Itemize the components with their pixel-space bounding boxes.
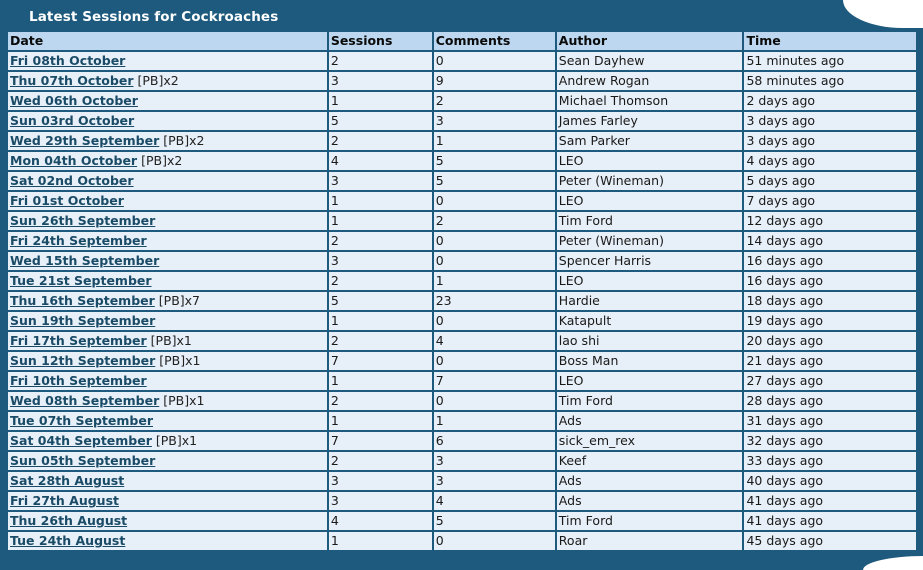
- date-cell: [8, 192, 327, 210]
- sessions-cell: 2: [329, 392, 432, 410]
- date-cell: [8, 292, 327, 310]
- author-cell: Spencer Harris: [557, 252, 743, 270]
- session-date-link[interactable]: Tue 24th August: [10, 533, 126, 548]
- author-cell: Tim Ford: [557, 212, 743, 230]
- session-date-link[interactable]: Mon 04th October: [10, 153, 138, 168]
- date-cell: [8, 532, 327, 550]
- sessions-cell: 2: [329, 272, 432, 290]
- pb-badge: [PB]x1: [163, 393, 205, 408]
- sessions-cell: 5: [329, 292, 432, 310]
- table-row: [8, 92, 916, 110]
- panel-bottom-edge: [0, 552, 923, 570]
- table-row: [8, 132, 916, 150]
- table-row: [8, 232, 916, 250]
- table-row: [8, 352, 916, 370]
- author-cell: lao shi: [557, 332, 743, 350]
- session-date-link[interactable]: Fri 01st October: [10, 193, 124, 208]
- session-date-link[interactable]: Sat 28th August: [10, 473, 125, 488]
- session-date-link[interactable]: Sat 02nd October: [10, 173, 134, 188]
- date-cell: [8, 132, 327, 150]
- author-cell: Sam Parker: [557, 132, 743, 150]
- column-header-date: Date: [8, 32, 327, 50]
- sessions-cell: 3: [329, 472, 432, 490]
- sessions-cell: 7: [329, 432, 432, 450]
- pb-badge: [PB]x7: [158, 293, 200, 308]
- table-row: [8, 512, 916, 530]
- author-cell: Roar: [557, 532, 743, 550]
- date-cell: [8, 172, 327, 190]
- author-cell: LEO: [557, 152, 743, 170]
- date-cell: [8, 472, 327, 490]
- column-header-comments: Comments: [434, 32, 555, 50]
- comments-cell: 0: [434, 392, 555, 410]
- sessions-cell: 2: [329, 232, 432, 250]
- date-cell: [8, 152, 327, 170]
- comments-cell: 5: [434, 172, 555, 190]
- author-cell: Ads: [557, 412, 743, 430]
- comments-cell: 3: [434, 112, 555, 130]
- table-row: [8, 52, 916, 70]
- date-cell: [8, 252, 327, 270]
- date-cell: [8, 112, 327, 130]
- table-row: [8, 172, 916, 190]
- comments-cell: 7: [434, 372, 555, 390]
- session-date-link[interactable]: Wed 15th September: [10, 253, 160, 268]
- session-date-link[interactable]: Thu 07th October: [10, 73, 134, 88]
- table-row: [8, 192, 916, 210]
- author-cell: Boss Man: [557, 352, 743, 370]
- table-row: [8, 492, 916, 510]
- time-cell: 16 days ago: [744, 272, 916, 290]
- author-cell: sick_em_rex: [557, 432, 743, 450]
- date-cell: [8, 312, 327, 330]
- comments-cell: 0: [434, 532, 555, 550]
- session-date-link[interactable]: Fri 17th September: [10, 333, 147, 348]
- date-cell: [8, 432, 327, 450]
- sessions-cell: 1: [329, 412, 432, 430]
- time-cell: 32 days ago: [744, 432, 916, 450]
- session-date-link[interactable]: Sun 19th September: [10, 313, 156, 328]
- pb-badge: [PB]x1: [150, 333, 192, 348]
- sessions-cell: 1: [329, 532, 432, 550]
- time-cell: 3 days ago: [744, 112, 916, 130]
- comments-cell: 0: [434, 312, 555, 330]
- session-date-link[interactable]: Thu 26th August: [10, 513, 128, 528]
- date-cell: [8, 272, 327, 290]
- table-row: [8, 372, 916, 390]
- time-cell: 3 days ago: [744, 132, 916, 150]
- date-cell: [8, 212, 327, 230]
- sessions-cell: 3: [329, 252, 432, 270]
- table-row: [8, 472, 916, 490]
- session-date-link[interactable]: Thu 16th September: [10, 293, 155, 308]
- table-row: [8, 392, 916, 410]
- author-cell: Michael Thomson: [557, 92, 743, 110]
- time-cell: 20 days ago: [744, 332, 916, 350]
- comments-cell: 0: [434, 192, 555, 210]
- sessions-cell: 1: [329, 92, 432, 110]
- comments-cell: 4: [434, 332, 555, 350]
- pb-badge: [PB]x2: [137, 73, 179, 88]
- panel-corner-notch: [843, 0, 923, 28]
- table-row: [8, 212, 916, 230]
- time-cell: 21 days ago: [744, 352, 916, 370]
- author-cell: LEO: [557, 372, 743, 390]
- time-cell: 33 days ago: [744, 452, 916, 470]
- comments-cell: 1: [434, 412, 555, 430]
- time-cell: 40 days ago: [744, 472, 916, 490]
- panel-bottom-corner: [863, 556, 923, 570]
- sessions-cell: 7: [329, 352, 432, 370]
- sessions-cell: 2: [329, 132, 432, 150]
- comments-cell: 1: [434, 132, 555, 150]
- date-cell: [8, 72, 327, 90]
- comments-cell: 5: [434, 512, 555, 530]
- table-row: [8, 272, 916, 290]
- session-date-link[interactable]: Fri 27th August: [10, 493, 119, 508]
- sessions-cell: 1: [329, 372, 432, 390]
- column-header-author: Author: [557, 32, 743, 50]
- table-header-row: [8, 32, 916, 50]
- comments-cell: 6: [434, 432, 555, 450]
- table-row: [8, 72, 916, 90]
- time-cell: 19 days ago: [744, 312, 916, 330]
- pb-badge: [PB]x1: [155, 433, 198, 448]
- author-cell: James Farley: [557, 112, 743, 130]
- time-cell: 4 days ago: [744, 152, 916, 170]
- time-cell: 41 days ago: [744, 512, 916, 530]
- author-cell: Ads: [557, 492, 743, 510]
- time-cell: 45 days ago: [744, 532, 916, 550]
- table-row: [8, 112, 916, 130]
- session-date-link[interactable]: Sun 26th September: [10, 213, 156, 228]
- date-cell: [8, 52, 327, 70]
- comments-cell: 4: [434, 492, 555, 510]
- time-cell: 27 days ago: [744, 372, 916, 390]
- sessions-cell: 4: [329, 512, 432, 530]
- date-cell: [8, 332, 327, 350]
- panel-title: Latest Sessions for Cockroaches: [29, 9, 279, 25]
- table-row: [8, 532, 916, 550]
- comments-cell: 0: [434, 252, 555, 270]
- author-cell: LEO: [557, 272, 743, 290]
- date-cell: [8, 452, 327, 470]
- session-date-link[interactable]: Tue 07th September: [10, 413, 153, 428]
- table-row: [8, 152, 916, 170]
- sessions-cell: 3: [329, 492, 432, 510]
- table-row: [8, 412, 916, 430]
- time-cell: 51 minutes ago: [744, 52, 916, 70]
- pb-badge: [PB]x2: [141, 153, 183, 168]
- time-cell: 14 days ago: [744, 232, 916, 250]
- session-date-link[interactable]: Wed 06th October: [10, 93, 138, 108]
- time-cell: 12 days ago: [744, 212, 916, 230]
- session-date-link[interactable]: Wed 29th September: [10, 133, 160, 148]
- column-header-sessions: Sessions: [329, 32, 432, 50]
- author-cell: Tim Ford: [557, 512, 743, 530]
- author-cell: LEO: [557, 192, 743, 210]
- session-date-link[interactable]: Sat 04th September: [10, 433, 152, 448]
- time-cell: 16 days ago: [744, 252, 916, 270]
- author-cell: Hardie: [557, 292, 743, 310]
- time-cell: 28 days ago: [744, 392, 916, 410]
- table-row: [8, 312, 916, 330]
- comments-cell: 2: [434, 212, 555, 230]
- comments-cell: 2: [434, 92, 555, 110]
- session-date-link[interactable]: Wed 08th September: [10, 393, 160, 408]
- time-cell: 58 minutes ago: [744, 72, 916, 90]
- time-cell: 7 days ago: [744, 192, 916, 210]
- date-cell: [8, 512, 327, 530]
- date-cell: [8, 492, 327, 510]
- table-row: [8, 432, 916, 450]
- session-date-link[interactable]: Sun 05th September: [10, 453, 156, 468]
- session-date-link[interactable]: Sun 12th September: [10, 353, 156, 368]
- comments-cell: 0: [434, 352, 555, 370]
- time-cell: 18 days ago: [744, 292, 916, 310]
- sessions-cell: 3: [329, 72, 432, 90]
- comments-cell: 23: [434, 292, 555, 310]
- sessions-table: [6, 30, 918, 552]
- sessions-cell: 2: [329, 52, 432, 70]
- comments-cell: 9: [434, 72, 555, 90]
- pb-badge: [PB]x1: [159, 353, 201, 368]
- date-cell: [8, 92, 327, 110]
- table-row: [8, 292, 916, 310]
- sessions-cell: 1: [329, 212, 432, 230]
- author-cell: Keef: [557, 452, 743, 470]
- comments-cell: 3: [434, 452, 555, 470]
- date-cell: [8, 412, 327, 430]
- sessions-cell: 1: [329, 312, 432, 330]
- sessions-cell: 5: [329, 112, 432, 130]
- author-cell: Andrew Rogan: [557, 72, 743, 90]
- sessions-cell: 2: [329, 452, 432, 470]
- date-cell: [8, 372, 327, 390]
- date-cell: [8, 392, 327, 410]
- comments-cell: 3: [434, 472, 555, 490]
- comments-cell: 0: [434, 52, 555, 70]
- author-cell: Tim Ford: [557, 392, 743, 410]
- session-date-link[interactable]: Fri 24th September: [10, 233, 147, 248]
- sessions-cell: 3: [329, 172, 432, 190]
- session-date-link[interactable]: Fri 10th September: [10, 373, 147, 388]
- comments-cell: 1: [434, 272, 555, 290]
- author-cell: Peter (Wineman): [557, 232, 743, 250]
- time-cell: 2 days ago: [744, 92, 916, 110]
- comments-cell: 0: [434, 232, 555, 250]
- time-cell: 5 days ago: [744, 172, 916, 190]
- session-date-link[interactable]: Tue 21st September: [10, 273, 152, 288]
- time-cell: 31 days ago: [744, 412, 916, 430]
- table-row: [8, 332, 916, 350]
- author-cell: Katapult: [557, 312, 743, 330]
- column-header-time: Time: [744, 32, 916, 50]
- date-cell: [8, 352, 327, 370]
- session-date-link[interactable]: Sun 03rd October: [10, 113, 135, 128]
- table-row: [8, 252, 916, 270]
- sessions-cell: 4: [329, 152, 432, 170]
- table-row: [8, 452, 916, 470]
- date-cell: [8, 232, 327, 250]
- pb-badge: [PB]x2: [163, 133, 205, 148]
- author-cell: Ads: [557, 472, 743, 490]
- comments-cell: 5: [434, 152, 555, 170]
- author-cell: Peter (Wineman): [557, 172, 743, 190]
- author-cell: Sean Dayhew: [557, 52, 743, 70]
- sessions-cell: 2: [329, 332, 432, 350]
- sessions-cell: 1: [329, 192, 432, 210]
- session-date-link[interactable]: Fri 08th October: [10, 53, 126, 68]
- time-cell: 41 days ago: [744, 492, 916, 510]
